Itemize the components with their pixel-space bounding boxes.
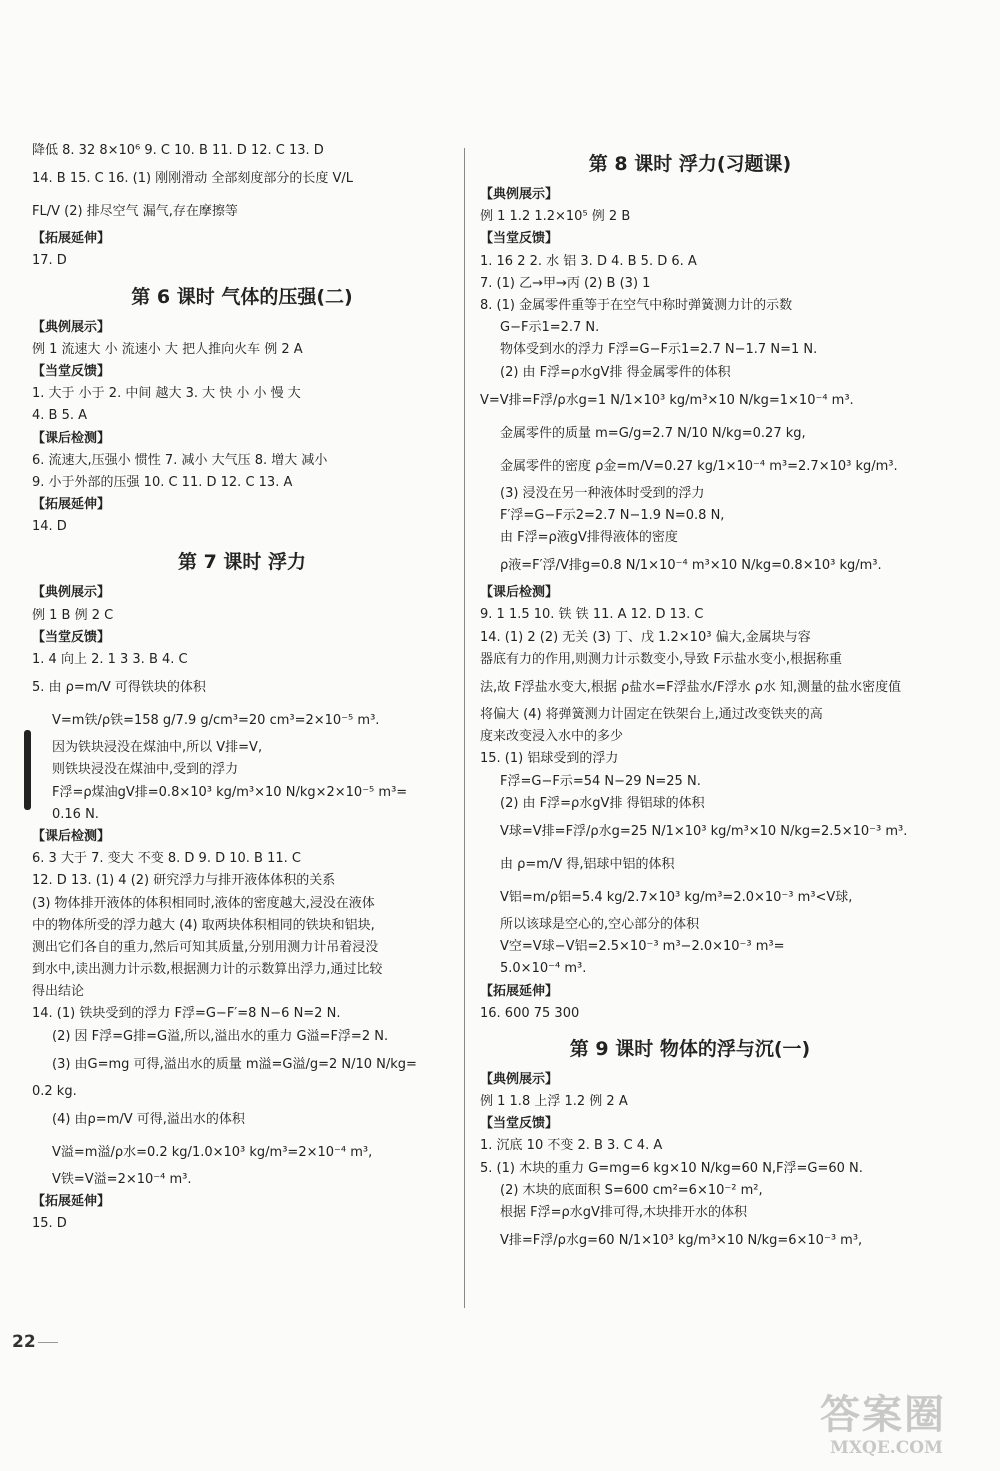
answer-line: 到水中,读出测力计示数,根据测力计的示数算出浮力,通过比较 — [32, 962, 383, 978]
answer-line: V球=V排=F浮/ρ水g=25 N/1×10³ kg/m³×10 N/kg=2.5×10⁻³ m³. — [500, 823, 908, 839]
section-heading: 【拓展延伸】 — [32, 497, 111, 513]
answer-line: V铝=m/ρ铝=5.4 kg/2.7×10³ kg/m³=2.0×10⁻³ m³<V球, — [500, 889, 853, 905]
section-heading: 【当堂反馈】 — [32, 363, 111, 379]
answer-line: 15. (1) 铝球受到的浮力 — [480, 751, 619, 767]
answer-line: 度来改变浸入水中的多少 — [480, 729, 624, 745]
answer-line: 16. 600 75 300 — [480, 1005, 580, 1021]
watermark — [820, 1392, 990, 1464]
answer-line: 7. (1) 乙→甲→丙 (2) B (3) 1 — [480, 275, 651, 291]
page-number: 22 — [12, 1332, 36, 1352]
answer-line: 5.0×10⁻⁴ m³. — [500, 961, 587, 977]
answer-line: 例 1 1.2 1.2×10⁵ 例 2 B — [480, 209, 631, 225]
pen-mark — [24, 730, 31, 810]
answer-line: 法,故 F浮盐水变大,根据 ρ盐水=F浮盐水/F浮水 ρ水 知,测量的盐水密度值 — [480, 680, 902, 695]
lesson-title: 第 7 课时 浮力 — [177, 551, 307, 574]
answer-line: 14. (1) 铁块受到的浮力 F浮=G−F′=8 N−6 N=2 N. — [32, 1006, 341, 1022]
answer-line: (4) 由ρ=m/V 可得,溢出水的体积 — [52, 1112, 245, 1127]
answer-line: G−F示1=2.7 N. — [500, 320, 600, 336]
answer-line: 6. 3 大于 7. 变大 不变 8. D 9. D 10. B 11. C — [32, 851, 301, 867]
answer-line: 12. D 13. (1) 4 (2) 研究浮力与排开液体体积的关系 — [32, 873, 336, 889]
answer-line: FL/V (2) 排尽空气 漏气,存在摩擦等 — [32, 204, 238, 220]
section-heading: 【典例展示】 — [32, 585, 111, 601]
answer-line: 例 1 B 例 2 C — [32, 607, 114, 623]
answer-line: V空=V球−V铝=2.5×10⁻³ m³−2.0×10⁻³ m³= — [500, 939, 785, 955]
answer-line: 器底有力的作用,则测力计示数变小,导致 F示盐水变小,根据称重 — [480, 651, 843, 667]
answer-line: 因为铁块浸没在煤油中,所以 V排=V, — [52, 740, 263, 756]
left-column — [32, 140, 452, 1236]
answer-line: 0.2 kg. — [32, 1083, 77, 1099]
answer-line: (2) 由 F浮=ρ水gV排 得金属零件的体积 — [500, 364, 731, 380]
section-heading: 【拓展延伸】 — [32, 231, 111, 247]
right-column — [480, 140, 908, 1257]
section-heading: 【典例展示】 — [480, 187, 559, 202]
answer-line: (3) 浸没在另一种液体时受到的浮力 — [500, 485, 705, 501]
answer-line: (2) 木块的底面积 S=600 cm²=6×10⁻² m², — [500, 1182, 763, 1198]
answer-line: ρ液=F′浮/V排g=0.8 N/1×10⁻⁴ m³×10 N/kg=0.8×10³ kg/m³. — [500, 558, 882, 574]
section-heading: 【拓展延伸】 — [480, 983, 559, 999]
answer-line: 测出它们各自的重力,然后可知其质量,分别用测力计吊着浸没 — [32, 939, 379, 955]
answer-line: 1. 16 2 2. 水 铝 3. D 4. B 5. D 6. A — [480, 253, 697, 269]
column-divider — [464, 148, 465, 1308]
answer-line: 0.16 N. — [52, 806, 99, 822]
answer-line: 9. 1 1.5 10. 铁 铁 11. A 12. D 13. C — [480, 607, 704, 623]
answer-line: 金属零件的密度 ρ金=m/V=0.27 kg/1×10⁻⁴ m³=2.7×10³ kg/m³. — [500, 458, 898, 474]
lesson-title: 第 6 课时 气体的压强(二) — [131, 285, 353, 308]
answer-line: 例 1 1.8 上浮 1.2 例 2 A — [480, 1094, 628, 1110]
answer-line: 得出结论 — [32, 984, 85, 1000]
section-heading: 【课后检测】 — [480, 585, 559, 601]
answer-line: 则铁块浸没在煤油中,受到的浮力 — [52, 762, 239, 778]
section-heading: 【课后检测】 — [32, 430, 111, 446]
answer-line: (3) 由G=mg 可得,溢出水的质量 m溢=G溢/g=2 N/10 N/kg= — [52, 1056, 417, 1072]
answer-line: 8. (1) 金属零件重等于在空气中称时弹簧测力计的示数 — [480, 297, 793, 313]
answer-line: 中的物体所受的浮力越大 (4) 取两块体积相同的铁块和铝块, — [32, 917, 375, 933]
answer-line: (2) 由 F浮=ρ水gV排 得铝球的体积 — [500, 795, 705, 811]
section-heading: 【当堂反馈】 — [32, 629, 111, 645]
answer-line: 物体受到水的浮力 F浮=G−F示1=2.7 N−1.7 N=1 N. — [500, 342, 818, 358]
answer-line: 降低 8. 32 8×10⁶ 9. C 10. B 11. D 12. C 13. D — [32, 143, 324, 158]
answer-line: 金属零件的质量 m=G/g=2.7 N/10 N/kg=0.27 kg, — [500, 425, 806, 441]
answer-line: 将偏大 (4) 将弹簧测力计固定在铁架台上,通过改变铁夹的高 — [480, 707, 823, 722]
answer-line: 14. D — [32, 519, 67, 535]
answer-line: F′浮=G−F示2=2.7 N−1.9 N=0.8 N, — [500, 507, 725, 523]
section-heading: 【当堂反馈】 — [480, 1116, 559, 1132]
section-heading: 【课后检测】 — [32, 828, 111, 844]
section-heading: 【典例展示】 — [32, 319, 111, 335]
section-heading: 【当堂反馈】 — [480, 231, 559, 247]
answer-line: F浮=ρ煤油gV排=0.8×10³ kg/m³×10 N/kg×2×10⁻⁵ m³= — [52, 784, 408, 800]
answer-line: F浮=G−F示=54 N−29 N=25 N. — [500, 773, 701, 789]
answer-line: 1. 4 向上 2. 1 3 3. B 4. C — [32, 652, 188, 667]
answer-line: 由 ρ=m/V 得,铝球中铝的体积 — [500, 856, 675, 872]
answer-line: 5. 由 ρ=m/V 可得铁块的体积 — [32, 680, 206, 696]
answer-line: V=m铁/ρ铁=158 g/7.9 g/cm³=20 cm³=2×10⁻⁵ m³. — [52, 713, 380, 729]
section-heading: 【典例展示】 — [480, 1071, 559, 1087]
answer-line: 所以该球是空心的,空心部分的体积 — [500, 916, 700, 932]
answer-line: 4. B 5. A — [32, 408, 88, 424]
answer-line: V排=F浮/ρ水g=60 N/1×10³ kg/m³×10 N/kg=6×10⁻³ m³, — [500, 1233, 863, 1249]
answer-line: 15. D — [32, 1216, 67, 1232]
watermark-logo: 答案圈 — [820, 1391, 946, 1438]
answer-line: 例 1 流速大 小 流速小 大 把人推向火车 例 2 A — [32, 341, 303, 357]
answer-line: 1. 大于 小于 2. 中间 越大 3. 大 快 小 小 慢 大 — [32, 386, 301, 402]
answer-line: V铁=V溢=2×10⁻⁴ m³. — [52, 1172, 192, 1187]
section-heading: 【拓展延伸】 — [32, 1194, 111, 1210]
lesson-title: 第 8 课时 浮力(习题课) — [588, 153, 792, 175]
answer-line: V=V排=F浮/ρ水g=1 N/1×10³ kg/m³×10 N/kg=1×10⁻⁴ m³. — [480, 392, 854, 408]
answer-line: 6. 流速大,压强小 惯性 7. 减小 大气压 8. 增大 减小 — [32, 452, 328, 468]
answer-line: (2) 因 F浮=G排=G溢,所以,溢出水的重力 G溢=F浮=2 N. — [52, 1028, 389, 1044]
page-number-rule — [38, 1342, 58, 1343]
lesson-title: 第 9 课时 物体的浮与沉(一) — [569, 1037, 811, 1060]
watermark-url: MXQE.COM — [830, 1438, 943, 1458]
answer-line: 根据 F浮=ρ水gV排可得,木块排开水的体积 — [500, 1205, 748, 1220]
answer-line: 14. B 15. C 16. (1) 刚刚滑动 全部刻度部分的长度 V/L — [32, 171, 354, 187]
answer-line: 1. 沉底 10 不变 2. B 3. C 4. A — [480, 1138, 663, 1154]
answer-line: 5. (1) 木块的重力 G=mg=6 kg×10 N/kg=60 N,F浮=G=60 N. — [480, 1160, 863, 1176]
answer-line: 由 F浮=ρ液gV排得液体的密度 — [500, 530, 678, 546]
answer-line: (3) 物体排开液体的体积相同时,液体的密度越大,浸没在液体 — [32, 895, 375, 911]
answer-line: V溢=m溢/ρ水=0.2 kg/1.0×10³ kg/m³=2×10⁻⁴ m³, — [52, 1145, 373, 1160]
answer-line: 14. (1) 2 (2) 无关 (3) 丁、戊 1.2×10³ 偏大,金属块与容 — [480, 629, 811, 645]
answer-line: 9. 小于外部的压强 10. C 11. D 12. C 13. A — [32, 474, 293, 490]
answer-line: 17. D — [32, 253, 67, 269]
